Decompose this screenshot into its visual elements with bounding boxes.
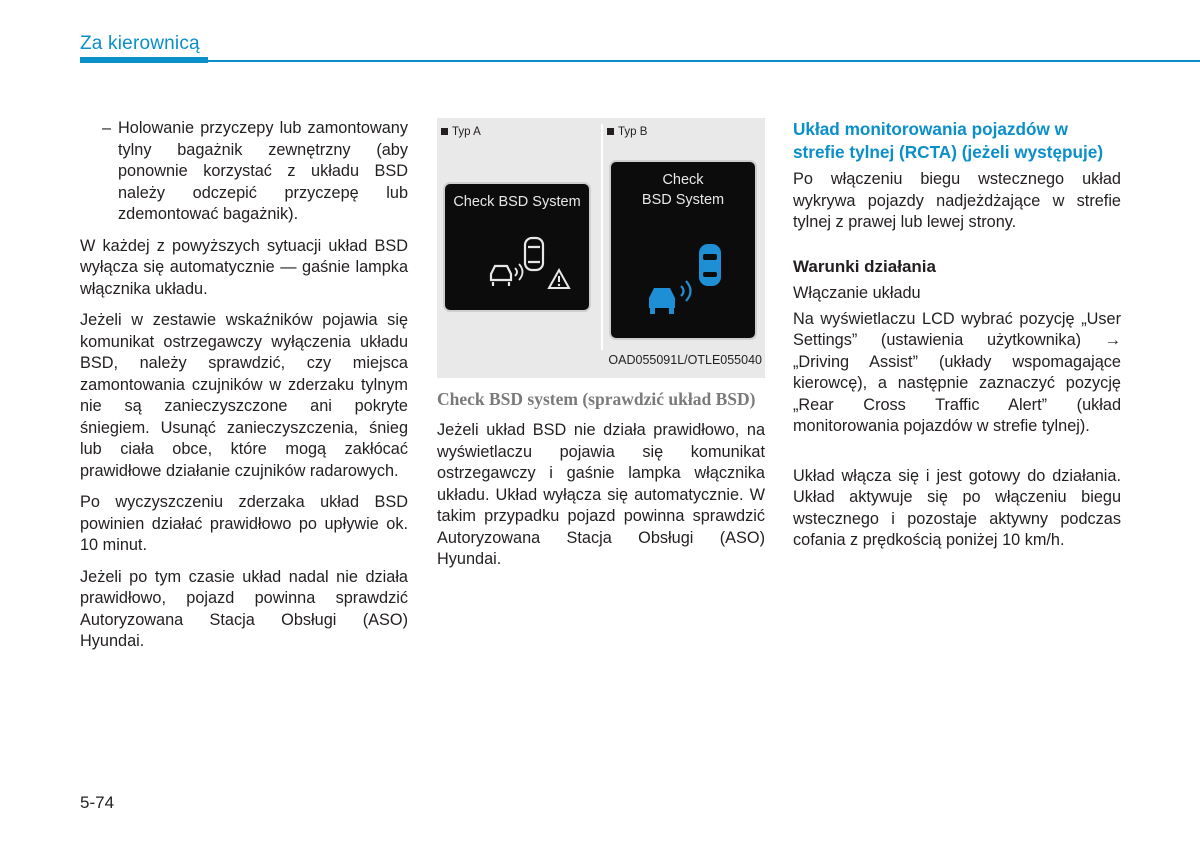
paragraph: W każdej z powyższych sytuacji układ BSD wyłącza się automatycznie — gaśnie lampka włącznika układu.	[80, 236, 408, 298]
subheading: Warunki działania	[793, 256, 936, 276]
list-item	[102, 118, 408, 226]
paragraph: Po włączeniu biegu wstecznego układ wykrywa pojazdy nadjeżdżające w strefie tylnej z prawej lub lewej strony.	[793, 170, 1121, 231]
section-heading: Układ monitorowania pojazdów w strefie tylnej (RCTA) (jeżeli występuje)	[793, 119, 1104, 162]
car-warning-icon	[445, 184, 589, 310]
square-bullet-icon	[607, 128, 614, 135]
paragraph: Jeżeli w zestawie wskaźników pojawia się komunikat ostrzegawczy wyłączenia układu BSD, należy sprawdzić, czy miejsca zamontowania czujników w zderzaku tylnym nie są zanieczyszczone ani pokryte śniegiem. Usunąć zanieczyszczenia, śnieg lub ciała obce, które mogą zakłócać prawidłowe działanie czujników radarowych.	[80, 311, 408, 480]
figure-caption: Check BSD system (sprawdzić układ BSD)	[437, 389, 756, 409]
page-number: 5-74	[80, 793, 115, 812]
paragraph: Na wyświetlaczu LCD wybrać pozycję „User Settings” (ustawienia użytkownika) → „Driving Assist” (układy wspomagające kierowcę), a następnie zaznaczyć pozycję „Rear Cross Traffic Alert” (układ monitorowania pojazdów w strefie tylnej).	[793, 309, 1121, 435]
header-tab-marker	[80, 57, 208, 63]
paragraph: Po wyczyszczeniu zderzaka układ BSD powinien działać prawidłowo po upływie ok. 10 minut.	[80, 493, 408, 554]
figure-divider	[601, 124, 603, 350]
column-left	[80, 118, 408, 663]
paragraph: Jeżeli po tym czasie układ nadal nie działa prawidłowo, pojazd powinna sprawdzić Autoryzowana Stacja Obsługi (ASO) Hyundai.	[80, 567, 408, 650]
figure-code: OAD055091L/OTLE055040	[608, 352, 762, 367]
square-bullet-icon	[441, 128, 448, 135]
section-title: Za kierownicą	[80, 33, 200, 54]
column-middle	[437, 118, 765, 581]
type-b-label: Typ B	[607, 122, 647, 144]
dash-bullet: –	[102, 119, 112, 137]
column-right	[793, 118, 1121, 562]
display-message: Check BSD System	[641, 172, 725, 208]
list-item-text: Holowanie przyczepy lub zamontowany tylny bagażnik zewnętrzny (aby ponownie korzystać z układu BSD należy odczepić przyczepę lub zdemontować bagażnik).	[118, 119, 408, 223]
bsd-figure	[437, 118, 765, 378]
display-type-b	[609, 160, 757, 340]
display-message: Check BSD System	[453, 194, 581, 210]
display-type-a	[443, 182, 591, 312]
car-radar-icon	[611, 162, 755, 338]
header-rule	[80, 60, 1200, 62]
paragraph: Układ włącza się i jest gotowy do działania. Układ aktywuje się po włączeniu biegu wstecznego i pozostaje aktywny podczas cofania z prędkością poniżej 10 km/h.	[793, 466, 1121, 549]
subsubheading: Włączanie układu	[793, 284, 921, 302]
paragraph: Jeżeli układ BSD nie działa prawidłowo, na wyświetlaczu pojawia się komunikat ostrzegawczy i gaśnie lampka włącznika układu. Układ wyłącza się automatycznie. W takim przypadku pojazd powinna sprawdzić Autoryzowana Stacja Obsługi (ASO) Hyundai.	[437, 421, 765, 568]
type-a-label: Typ A	[441, 122, 481, 144]
